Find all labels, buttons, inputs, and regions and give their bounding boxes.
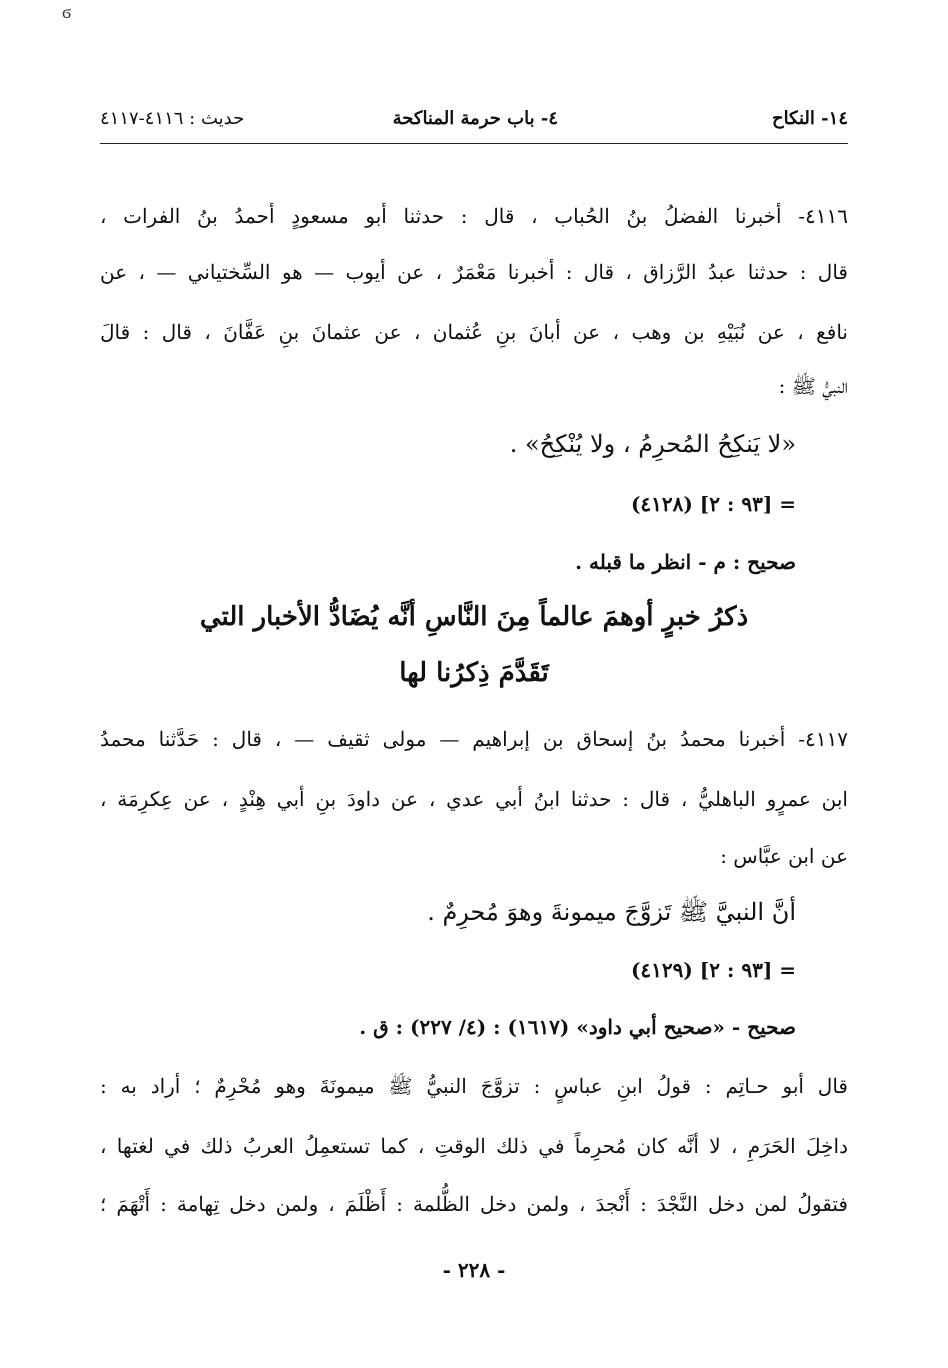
header-chapter-title: ٤- باب حرمة المناكحة [392,108,558,129]
header-book-title: ١٤- النكاح [771,108,848,129]
commentary-line: فتقولُ لمن دخل النَّجْدَ : أَنْجدَ ، ولمن دخل الظُّلمة : أَظْلَمَ ، ولمن دخل تِهامة : أَتْهَمَ ؛ [100,1192,848,1216]
header-divider [100,143,848,144]
hadith-reference: = [٩٣ : ٢] (٤١٢٩) [630,958,796,982]
text-line: قال : حدثنا عبدُ الرَّزاق ، قال : أخبرنا مَعْمَرٌ ، عن أيوب — هو السِّختياني — ، عن [100,260,848,284]
text-line: ابن عمرٍو الباهليُّ ، قال : حدثنا ابنُ أبي عدي ، عن داودَ بنِ أبي هِنْدٍ ، عن عِكرِمَة ، [100,787,848,811]
section-title: ذكرُ خبرٍ أوهمَ عالماً مِنَ النَّاسِ أنَّه يُضَادُّ الأخبار التي [199,602,749,632]
commentary-line: قال أبو حـاتِم : قولُ ابنِ عباسٍ : تزوَّجَ النبيُّ ﷺ ميمونَةَ وهو مُحْرِمٌ ؛ أراد به : [100,1074,848,1098]
running-header [100,108,848,142]
commentary-line: داخِلَ الحَرَمِ ، لا أنَّه كان مُحرِماً في ذلك الوقتِ ، كما تستعمِلُ العربُ ذلك في لغتها ، [100,1134,848,1158]
text-line: نافع ، عن نُبَيْهِ بن وهب ، عن أبانَ بنِ عُثمان ، عن عثمانَ بنِ عَفَّانَ ، قال : قالَ [100,320,848,344]
header-hadith-range: حديث : ٤١١٦-٤١١٧ [100,108,245,129]
text-line: النبيُّ ﷺ : [778,374,848,398]
corner-mark: ϭ [62,2,72,23]
page-number: - ٢٢٨ - [442,1258,506,1282]
hadith-grade: صحيح : م - انظر ما قبله . [575,550,796,574]
hadith-quote: أنَّ النبيَّ ﷺ تَزوَّجَ ميمونةَ وهوَ مُحرِمٌ . [427,898,796,926]
hadith-grade: صحيح - «صحيح أبي داود» (١٦١٧) : (٤/ ٢٢٧) : ق . [359,1015,796,1039]
text-line: عن ابن عبَّاس : [720,844,848,868]
hadith-quote: «لا يَنكِحُ المُحرِمُ ، ولا يُنْكِحُ» . [509,430,796,458]
hadith-reference: = [٩٣ : ٢] (٤١٢٨) [630,492,796,516]
text-line: ٤١١٦- أخبرنا الفضلُ بنُ الحُباب ، قال : حدثنا أبو مسعودٍ أحمدُ بنُ الفرات ، [100,204,848,228]
section-title: تَقَدَّمَ ذِكرُنا لها [399,658,549,688]
text-line: ٤١١٧- أخبرنا محمدُ بنُ إسحاق بن إبراهيم — مولى ثقيف — ، قال : حَدَّثنا محمدُ [100,727,848,751]
